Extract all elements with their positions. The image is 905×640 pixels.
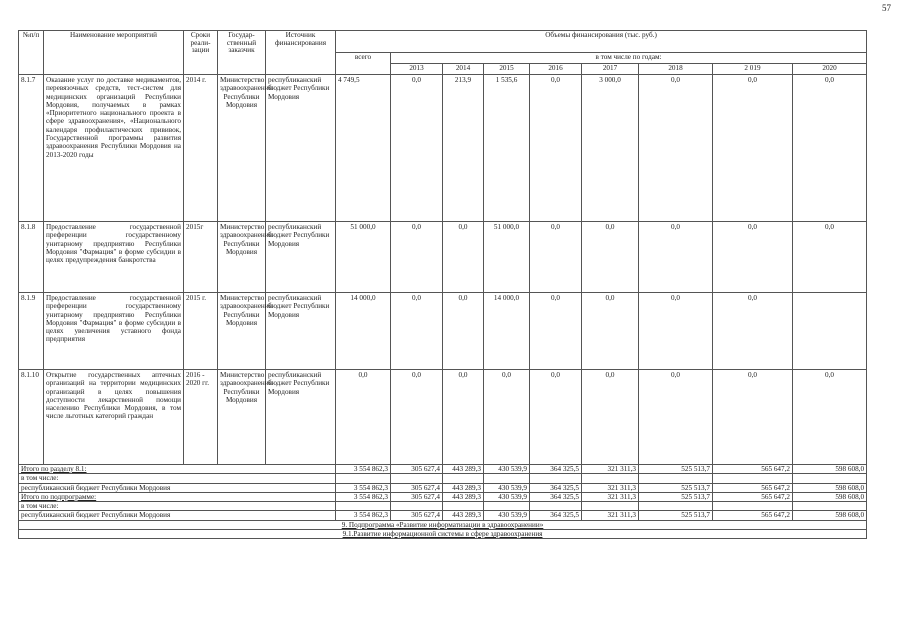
summary-year-value: 430 539,9 [484, 492, 530, 501]
summary-year-value: 598 608,0 [793, 492, 867, 501]
header-num: №п/п [19, 31, 44, 75]
header-source: Источник финансирования [266, 31, 336, 75]
summary-year-value: 321 311,3 [582, 511, 639, 520]
row-year-value: 51 000,0 [484, 222, 530, 293]
row-num: 8.1.8 [19, 222, 44, 293]
summary-year-value: 565 647,2 [713, 465, 793, 474]
row-term: 2015г [184, 222, 218, 293]
row-num: 8.1.7 [19, 75, 44, 222]
summary-year-value: 565 647,2 [713, 492, 793, 501]
row-year-value: 0,0 [391, 293, 443, 370]
summary-year-value: 305 627,4 [391, 465, 443, 474]
summary-year-value [484, 502, 530, 511]
summary-year-value: 598 608,0 [793, 511, 867, 520]
row-year-value: 0,0 [639, 222, 713, 293]
summary-year-value [639, 502, 713, 511]
row-customer: Министерство здравоохранения Республики Мордовия [218, 75, 266, 222]
row-year-value: 0,0 [443, 222, 484, 293]
header-customer: Государ-ственный заказчик [218, 31, 266, 75]
summary-total: 3 554 862,3 [336, 483, 391, 492]
row-total: 4 749,5 [336, 75, 391, 222]
summary-row [19, 492, 867, 501]
row-source: республиканский бюджет Республики Мордовия [266, 293, 336, 370]
row-source: республиканский бюджет Республики Мордовия [266, 75, 336, 222]
row-name: Открытие государственных аптечных организаций на территории медицинских организаций в целях повышения доступности лекарственной помощи населению Республики Мордовия, в том числе льготных категорий граждан [44, 370, 184, 465]
row-term: 2016 - 2020 гг. [184, 370, 218, 465]
row-year-value: 0,0 [793, 222, 867, 293]
row-year-value: 0,0 [639, 370, 713, 465]
row-name: Оказание услуг по доставке медикаментов, перевязочных средств, тест-систем для медицинских организаций Республики Мордовия, получаемых в рамках «Приоритетного национального проекта в сфере здравоохранения», «Национального календаря профилактических прививок, Государственной программы развития здравоохранения Республики Мордовия на 2013-2020 годы [44, 75, 184, 222]
row-total: 14 000,0 [336, 293, 391, 370]
summary-year-value: 443 289,3 [443, 492, 484, 501]
summary-year-value: 525 513,7 [639, 483, 713, 492]
summary-year-value: 565 647,2 [713, 483, 793, 492]
row-year-value: 0,0 [713, 293, 793, 370]
table-row [19, 75, 867, 222]
summary-year-value: 598 608,0 [793, 465, 867, 474]
header-year: 2016 [530, 64, 582, 75]
table-row [19, 293, 867, 370]
summary-year-value: 525 513,7 [639, 492, 713, 501]
summary-year-value: 321 311,3 [582, 492, 639, 501]
summary-row [19, 483, 867, 492]
row-year-value: 3 000,0 [582, 75, 639, 222]
row-year-value: 0,0 [582, 222, 639, 293]
header-year: 2013 [391, 64, 443, 75]
row-source: республиканский бюджет Республики Мордовия [266, 222, 336, 293]
summary-row [19, 511, 867, 520]
row-customer: Министерство здравоохранения Республики Мордовия [218, 222, 266, 293]
section-heading: 9. Подпрограмма «Развитие информатизации в здравоохранении» [19, 520, 867, 529]
header-year: 2018 [639, 64, 713, 75]
row-year-value: 14 000,0 [484, 293, 530, 370]
summary-label: в том числе: [19, 474, 336, 483]
row-num: 8.1.9 [19, 293, 44, 370]
summary-label: республиканский бюджет Республики Мордовия [19, 483, 336, 492]
summary-year-value: 430 539,9 [484, 483, 530, 492]
summary-year-value: 364 325,5 [530, 465, 582, 474]
row-year-value: 0,0 [639, 293, 713, 370]
row-name: Предоставление государственной преференции государственному унитарному предприятию Республики Мордовия "Фармация" в форме субсидии в целях предупреждения банкротства [44, 222, 184, 293]
summary-year-value: 525 513,7 [639, 465, 713, 474]
summary-year-value: 598 608,0 [793, 483, 867, 492]
section-row [19, 520, 867, 529]
summary-year-value [582, 502, 639, 511]
header-term: Сроки реали-зации [184, 31, 218, 75]
row-year-value: 0,0 [713, 75, 793, 222]
summary-row [19, 502, 867, 511]
row-customer: Министерство здравоохранения Республики Мордовия [218, 370, 266, 465]
header-volumes: Объемы финансирования (тыс. руб.) [336, 31, 867, 53]
row-year-value: 0,0 [530, 222, 582, 293]
summary-year-value: 443 289,3 [443, 483, 484, 492]
summary-year-value: 525 513,7 [639, 511, 713, 520]
summary-label: Итого по подпрограмме: [19, 492, 336, 501]
header-year: 2 019 [713, 64, 793, 75]
summary-year-value: 430 539,9 [484, 511, 530, 520]
summary-year-value [793, 474, 867, 483]
row-year-value: 0,0 [530, 370, 582, 465]
summary-year-value [530, 502, 582, 511]
summary-year-value: 443 289,3 [443, 511, 484, 520]
summary-year-value: 321 311,3 [582, 465, 639, 474]
row-year-value: 0,0 [391, 75, 443, 222]
summary-total [336, 502, 391, 511]
row-year-value: 0,0 [391, 370, 443, 465]
header-row-1 [19, 31, 867, 53]
summary-year-value [443, 502, 484, 511]
page-number: 57 [882, 3, 891, 13]
summary-year-value: 321 311,3 [582, 483, 639, 492]
summary-year-value [639, 474, 713, 483]
summary-year-value [530, 474, 582, 483]
header-year: 2017 [582, 64, 639, 75]
row-source: республиканский бюджет Республики Мордовия [266, 370, 336, 465]
header-total: всего [336, 53, 391, 75]
row-year-value: 0,0 [582, 293, 639, 370]
header-year: 2015 [484, 64, 530, 75]
summary-label: в том числе: [19, 502, 336, 511]
summary-year-value [391, 474, 443, 483]
summary-year-value: 305 627,4 [391, 483, 443, 492]
summary-year-value [443, 474, 484, 483]
summary-year-value: 364 325,5 [530, 511, 582, 520]
row-year-value: 0,0 [484, 370, 530, 465]
header-year: 2020 [793, 64, 867, 75]
summary-year-value: 305 627,4 [391, 492, 443, 501]
row-year-value [793, 293, 867, 370]
summary-year-value: 305 627,4 [391, 511, 443, 520]
row-term: 2015 г. [184, 293, 218, 370]
row-customer: Министерство здравоохранения Республики Мордовия [218, 293, 266, 370]
header-by-years: в том числе по годам: [391, 53, 867, 64]
row-num: 8.1.10 [19, 370, 44, 465]
summary-label: республиканский бюджет Республики Мордовия [19, 511, 336, 520]
header-year: 2014 [443, 64, 484, 75]
row-year-value: 0,0 [793, 370, 867, 465]
summary-year-value [793, 502, 867, 511]
row-total: 0,0 [336, 370, 391, 465]
row-year-value: 0,0 [793, 75, 867, 222]
row-year-value: 0,0 [391, 222, 443, 293]
table-row [19, 222, 867, 293]
summary-year-value [713, 502, 793, 511]
summary-year-value [391, 502, 443, 511]
summary-label: Итого по разделу 8.1: [19, 465, 336, 474]
table-row [19, 370, 867, 465]
summary-year-value [484, 474, 530, 483]
row-year-value: 213,9 [443, 75, 484, 222]
summary-row [19, 474, 867, 483]
summary-year-value [582, 474, 639, 483]
row-year-value: 0,0 [443, 370, 484, 465]
summary-total: 3 554 862,3 [336, 511, 391, 520]
summary-year-value: 364 325,5 [530, 483, 582, 492]
summary-year-value: 565 647,2 [713, 511, 793, 520]
row-year-value: 0,0 [530, 293, 582, 370]
row-year-value: 0,0 [639, 75, 713, 222]
row-term: 2014 г. [184, 75, 218, 222]
summary-year-value: 364 325,5 [530, 492, 582, 501]
summary-total [336, 474, 391, 483]
row-year-value: 1 535,6 [484, 75, 530, 222]
summary-total: 3 554 862,3 [336, 492, 391, 501]
row-name: Предоставление государственной преференции государственному унитарному предприятию Республики Мордовия "Фармация" в форме субсидии в целях увеличения уставного фонда предприятия [44, 293, 184, 370]
row-year-value: 0,0 [530, 75, 582, 222]
row-year-value: 0,0 [713, 222, 793, 293]
header-name: Наименование мероприятий [44, 31, 184, 75]
financing-table [18, 30, 867, 539]
row-total: 51 000,0 [336, 222, 391, 293]
summary-year-value [713, 474, 793, 483]
summary-row [19, 465, 867, 474]
summary-year-value: 443 289,3 [443, 465, 484, 474]
summary-total: 3 554 862,3 [336, 465, 391, 474]
summary-year-value: 430 539,9 [484, 465, 530, 474]
row-year-value: 0,0 [443, 293, 484, 370]
row-year-value: 0,0 [713, 370, 793, 465]
row-year-value: 0,0 [582, 370, 639, 465]
section-heading: 9.1.Развитие информационной системы в сфере здравоохранения [19, 529, 867, 538]
section-row [19, 529, 867, 538]
